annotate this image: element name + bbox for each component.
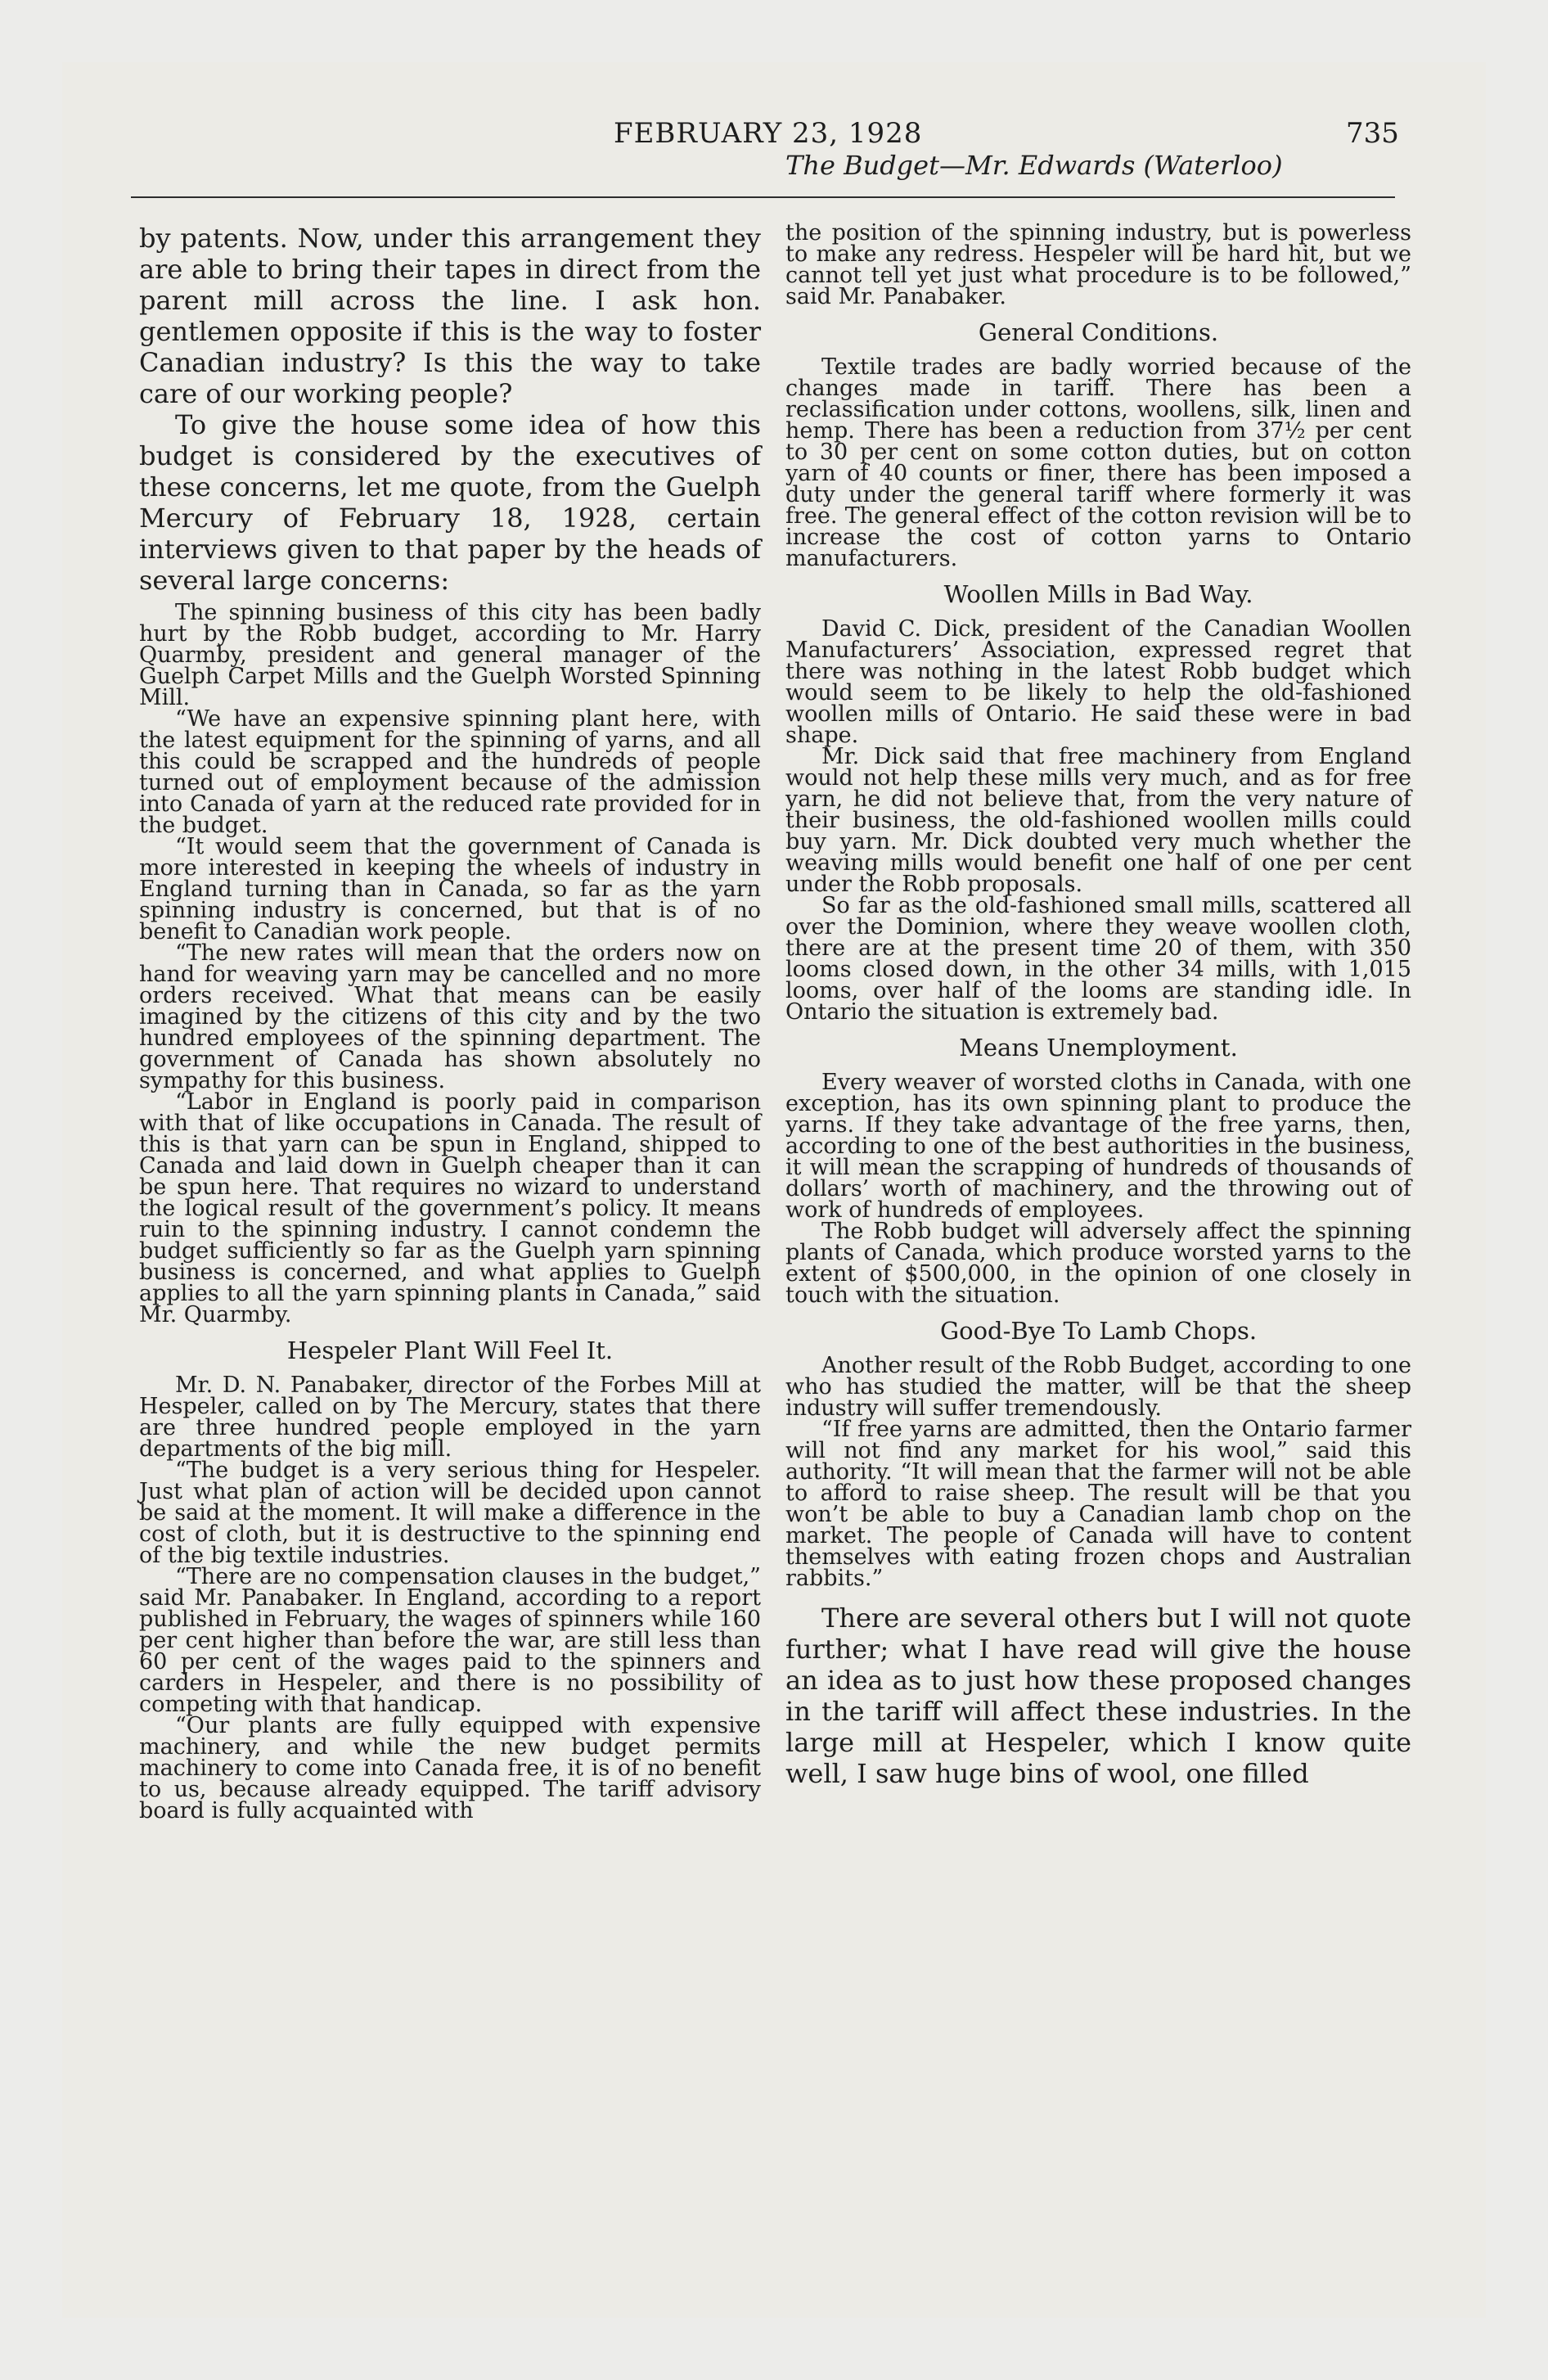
page-date: FEBRUARY 23, 1928	[614, 117, 923, 150]
section-heading: Means Unemployment.	[959, 1034, 1238, 1062]
section-heading: General Conditions.	[978, 318, 1219, 346]
quoted-paragraph: Every weaver of worsted cloths in Canada, with one exception, has its own spinning plant to produce the yarns. If they take advantage of the free yarns, then, according to one of the best authorities in the business, it will mean the scrapping of hundreds of thousands of dollars’ worth of machinery, and the throwing out of work of hundreds of employees.	[785, 1070, 1411, 1223]
quoted-paragraph: Mr. D. N. Panabaker, director of the Forbes Mill at Hespeler, called on by The Mercury, states that there are three hundred people employed in the yarn departments of the big mill.	[139, 1373, 761, 1462]
paragraph: There are several others but I will not quote further; what I have read will give the house an idea as to just how these proposed changes in the tariff will affect these industries. In the large mill at Hespeler, which I know quite well, I saw huge bins of wool, one filled	[785, 1602, 1411, 1789]
section-heading: Hespeler Plant Will Feel It.	[286, 1336, 614, 1364]
quoted-paragraph: Mr. Dick said that free machinery from England would not help these mills very much, and as for free yarn, he did not believe that, from the very nature of their business, the old-fashioned woollen mills could buy yarn. Mr. Dick doubted very much whether the weaving mills would benefit one half of one per cent under the Robb proposals.	[785, 744, 1411, 897]
running-head: The Budget—Mr. Edwards (Waterloo)	[785, 150, 1283, 181]
quoted-paragraph: The spinning business of this city has been badly hurt by the Robb budget, according to Mr. Harry Quarmby, president and general manager of the Guelph Carpet Mills and the Guelph Worsted Spinning Mill.	[139, 600, 761, 710]
quoted-paragraph: Textile trades are badly worried because of the changes made in tariff. There has been a reclassification under cottons, woollens, silk, linen and hemp. There has been a reduction from 37½ per cent to 30 per cent on some cotton duties, but on cotton yarn of 40 counts or finer, there has been imposed a duty under the general tariff where formerly it was free. The general effect of the cotton revision will be to increase the cost of cotton yarns to Ontario manufacturers.	[785, 354, 1411, 571]
section-heading: Woollen Mills in Bad Way.	[943, 580, 1253, 608]
quoted-paragraph: “The budget is a very serious thing for Hespeler. Just what plan of action will be decided upon cannot be said at the moment. It will make a difference in the cost of cloth, but it is destructive to the spinning end of the big textile industries.	[139, 1458, 761, 1568]
quoted-paragraph: “We have an expensive spinning plant here, with the latest equipment for the spinning of yarns, and all this could be scrapped and the hundreds of people turned out of employment because of the admission into Canada of yarn at the reduced rate provided for in the budget.	[139, 706, 761, 838]
quoted-paragraph: “The new rates will mean that the orders now on hand for weaving yarn may be cancelled and no more orders received. What that means can be easily imagined by the citizens of this city and by the two hundred employees of the spinning department. The government of Canada has shown absolutely no sympathy for this business.	[139, 940, 761, 1093]
quoted-paragraph: The Robb budget will adversely affect the spinning plants of Canada, which produce worsted yarns to the extent of $500,000, in the opinion of one closely in touch with the situation.	[785, 1219, 1411, 1308]
page-number: 735	[1346, 117, 1399, 150]
paragraph: by patents. Now, under this arrangement they are able to bring their tapes in direct from the parent mill across the line. I ask hon. gentlemen opposite if this is the way to foster Canadian industry? Is this the way to take care of our working people?	[139, 223, 761, 409]
left-column	[139, 223, 761, 1822]
quoted-paragraph: Another result of the Robb Budget, according to one who has studied the matter, will be that the sheep industry will suffer tremendously.	[785, 1353, 1411, 1421]
quoted-paragraph: the position of the spinning industry, but is powerless to make any redress. Hespeler will be hard hit, but we cannot tell yet just what procedure is to be followed,” said Mr. Panabaker.	[785, 220, 1411, 309]
right-column	[785, 220, 1411, 1789]
quoted-paragraph: “It would seem that the government of Canada is more interested in keeping the wheels of industry in England turning than in Canada, so far as the yarn spinning industry is concerned, but that is of no benefit to Canadian work people.	[139, 834, 761, 944]
quoted-paragraph: David C. Dick, president of the Canadian Woollen Manufacturers’ Association, expressed regret that there was nothing in the latest Robb budget which would seem to be likely to help the old-fashioned woollen mills of Ontario. He said these were in bad shape.	[785, 616, 1411, 748]
quoted-paragraph: “There are no compensation clauses in the budget,” said Mr. Panabaker. In England, according to a report published in February, the wages of spinners while 160 per cent higher than before the war, are still less than 60 per cent of the wages paid to the spinners and carders in Hespeler, and there is no possibility of competing with that handicap.	[139, 1564, 761, 1717]
section-heading: Good-Bye To Lamb Chops.	[939, 1317, 1258, 1345]
header-rule	[131, 196, 1395, 198]
quoted-paragraph: “Our plants are fully equipped with expensive machinery, and while the new budget permits machinery to come into Canada free, it is of no benefit to us, because already equipped. The tariff advisory board is fully acquainted with	[139, 1713, 761, 1823]
quoted-paragraph: “Labor in England is poorly paid in comparison with that of like occupations in Canada. The result of this is that yarn can be spun in England, shipped to Canada and laid down in Guelph cheaper than it can be spun here. That requires no wizard to understand the logical result of the government’s policy. It means ruin to the spinning industry. I cannot condemn the budget sufficiently so far as the Guelph yarn spinning business is concerned, and what applies to Guelph applies to all the yarn spinning plants in Canada,” said Mr. Quarmby.	[139, 1089, 761, 1327]
paragraph: To give the house some idea of how this budget is considered by the executives of these concerns, let me quote, from the Guelph Mercury of February 18, 1928, certain interviews given to that paper by the heads of several large concerns:	[139, 409, 761, 596]
quoted-paragraph: “If free yarns are admitted, then the Ontario farmer will not find any market for his wool,” said this authority. “It will mean that the farmer will not be able to afford to raise sheep. The result will be that you won’t be able to buy a Canadian lamb chop on the market. The people of Canada will have to content themselves with eating frozen chops and Australian rabbits.”	[785, 1417, 1411, 1591]
quoted-paragraph: So far as the old-fashioned small mills, scattered all over the Dominion, where they weave woollen cloth, there are at the present time 20 of them, with 350 looms closed down, in the other 34 mills, with 1,015 looms, over half of the looms are standing idle. In Ontario the situation is extremely bad.	[785, 893, 1411, 1025]
